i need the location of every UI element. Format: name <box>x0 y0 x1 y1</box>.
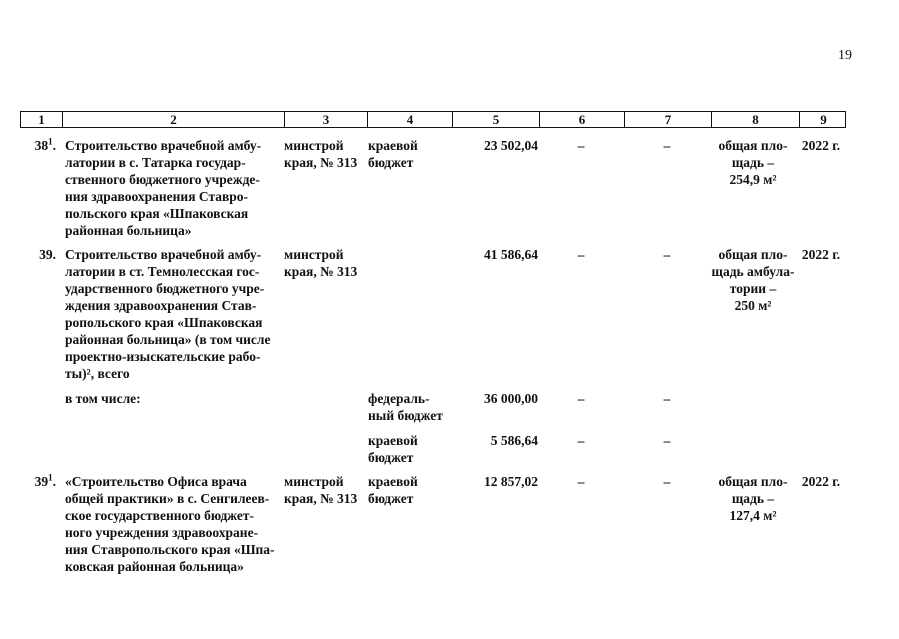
amount: 41 586,64 <box>484 247 538 262</box>
col-6-value: – <box>577 474 585 489</box>
amount: 12 857,02 <box>484 474 538 489</box>
col-6-value: – <box>577 391 585 406</box>
row-number: 39. <box>39 247 56 262</box>
row-number: $38^1$. <box>34 136 56 153</box>
object-name: в том числе: <box>65 391 141 406</box>
header-col-5: 5 <box>452 112 539 127</box>
capacity: общая пло- щадь амбула- тории – 250 м² <box>711 247 795 313</box>
funding-source: федераль- ный бюджет <box>368 391 443 423</box>
amount: 36 000,00 <box>484 391 538 406</box>
funding-source: краевой бюджет <box>368 474 418 506</box>
customer: минстрой края, № 313 <box>284 474 358 506</box>
col-7-value: – <box>663 391 671 406</box>
col-6-value: – <box>577 433 585 448</box>
col-7-value: – <box>663 138 671 153</box>
table-header <box>20 111 846 128</box>
funding-source: краевой бюджет <box>368 433 418 465</box>
header-col-2: 2 <box>62 112 284 127</box>
funding-source: краевой бюджет <box>368 138 418 170</box>
year: 2022 г. <box>801 247 841 262</box>
header-col-6: 6 <box>539 112 624 127</box>
header-col-4: 4 <box>367 112 452 127</box>
header-col-9: 9 <box>799 112 847 127</box>
header-col-7: 7 <box>624 112 711 127</box>
col-6-value: – <box>577 247 585 262</box>
capacity: общая пло- щадь – 254,9 м² <box>718 138 788 187</box>
row-number: $39^1$. <box>34 472 56 489</box>
col-6-value: – <box>577 138 585 153</box>
col-7-value: – <box>663 247 671 262</box>
col-7-value: – <box>663 433 671 448</box>
header-col-1: 1 <box>38 112 45 127</box>
year: 2022 г. <box>801 474 841 489</box>
object-name: Строительство врачебной амбу- латории в ст. Темнолесская гос- ударственного бюджетного учре- ждения здравоохранения Став- ропольского края «Шпаковская районная больница» (в том числе проектно-изыскательские рабо- ты)², всего <box>65 247 271 381</box>
object-name: Строительство врачебной амбу- латории в с. Татарка государ- ственного бюджетного учрежде- ния здравоохранения Ставро- польского края «Шпаковская районная больница» <box>65 138 262 238</box>
capacity: общая пло- щадь – 127,4 м² <box>718 474 788 523</box>
header-col-8: 8 <box>711 112 799 127</box>
object-name: «Строительство Офиса врача общей практики» в с. Сенгилеев- ское государственного бюджет- ного учреждения здравоохране- ния Ставропольского края «Шпа- ковская районная больница» <box>65 474 275 574</box>
customer: минстрой края, № 313 <box>284 138 358 170</box>
header-col-3: 3 <box>284 112 367 127</box>
amount: 5 586,64 <box>490 433 538 448</box>
amount: 23 502,04 <box>484 138 538 153</box>
year: 2022 г. <box>801 138 841 153</box>
col-7-value: – <box>663 474 671 489</box>
customer: минстрой края, № 313 <box>284 247 358 279</box>
page-number: 19 <box>838 48 852 63</box>
